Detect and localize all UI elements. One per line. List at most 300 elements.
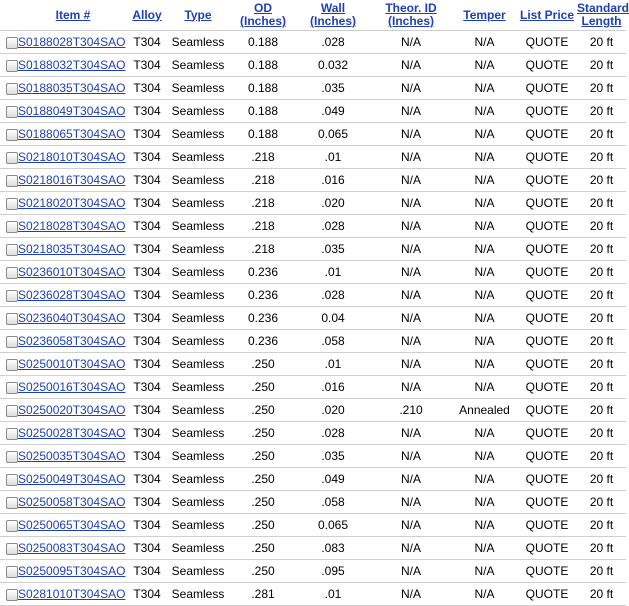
standard-length-cell: 20 ft xyxy=(577,31,626,54)
select-cell xyxy=(0,376,18,399)
table-row xyxy=(0,238,626,261)
table-row xyxy=(0,307,626,330)
standard-length-cell: 20 ft xyxy=(577,169,626,192)
alloy-header[interactable]: Alloy xyxy=(128,0,166,31)
list-price-cell: QUOTE xyxy=(517,123,577,146)
alloy-cell: T304 xyxy=(128,146,166,169)
temper-cell: N/A xyxy=(452,514,517,537)
od-cell: .250 xyxy=(230,445,296,468)
wall-cell: .020 xyxy=(296,399,370,422)
standard-length-cell: 20 ft xyxy=(577,537,626,560)
item-link[interactable]: S0218020T304SAO xyxy=(18,196,126,210)
standard-length-cell: 20 ft xyxy=(577,468,626,491)
select-header xyxy=(0,0,18,31)
select-cell xyxy=(0,31,18,54)
temper-cell: N/A xyxy=(452,192,517,215)
theor-id-header[interactable]: Theor. ID (Inches) xyxy=(370,0,452,31)
temper-cell: N/A xyxy=(452,146,517,169)
item-cell xyxy=(18,399,128,422)
standard-length-cell: 20 ft xyxy=(577,307,626,330)
item-link[interactable]: S0250049T304SAO xyxy=(18,472,126,486)
od-cell: .250 xyxy=(230,468,296,491)
row-checkbox[interactable] xyxy=(6,175,18,187)
item-cell xyxy=(18,583,128,606)
type-cell: Seamless xyxy=(166,537,230,560)
item-link[interactable]: S0188032T304SAO xyxy=(18,58,126,72)
list-price-cell: QUOTE xyxy=(517,169,577,192)
select-cell xyxy=(0,100,18,123)
item-link[interactable]: S0188028T304SAO xyxy=(18,35,126,49)
alloy-cell: T304 xyxy=(128,560,166,583)
item-cell xyxy=(18,146,128,169)
od-cell: .250 xyxy=(230,399,296,422)
item-cell xyxy=(18,100,128,123)
alloy-cell: T304 xyxy=(128,77,166,100)
theor-id-cell: N/A xyxy=(370,422,452,445)
list-price-cell: QUOTE xyxy=(517,468,577,491)
list-price-cell: QUOTE xyxy=(517,422,577,445)
item-link[interactable]: S0188065T304SAO xyxy=(18,127,126,141)
item-link[interactable]: S0250020T304SAO xyxy=(18,403,126,417)
row-checkbox[interactable] xyxy=(6,382,18,394)
item-cell xyxy=(18,376,128,399)
theor-id-cell: N/A xyxy=(370,583,452,606)
item-cell xyxy=(18,537,128,560)
type-cell: Seamless xyxy=(166,169,230,192)
temper-cell: Annealed xyxy=(452,399,517,422)
alloy-cell: T304 xyxy=(128,307,166,330)
type-cell: Seamless xyxy=(166,445,230,468)
type-cell: Seamless xyxy=(166,468,230,491)
od-cell: .250 xyxy=(230,376,296,399)
wall-cell: .028 xyxy=(296,284,370,307)
row-checkbox[interactable] xyxy=(6,520,18,532)
table-row xyxy=(0,77,626,100)
alloy-cell: T304 xyxy=(128,376,166,399)
row-checkbox[interactable] xyxy=(6,405,18,417)
wall-cell: .058 xyxy=(296,330,370,353)
item-link[interactable]: S0250016T304SAO xyxy=(18,380,126,394)
od-cell: 0.236 xyxy=(230,307,296,330)
select-cell xyxy=(0,491,18,514)
wall-cell: .01 xyxy=(296,146,370,169)
alloy-cell: T304 xyxy=(128,192,166,215)
od-cell: .281 xyxy=(230,583,296,606)
alloy-cell: T304 xyxy=(128,468,166,491)
standard-length-cell: 20 ft xyxy=(577,215,626,238)
type-cell: Seamless xyxy=(166,353,230,376)
theor-id-cell: N/A xyxy=(370,330,452,353)
wall-cell: .01 xyxy=(296,261,370,284)
table-row xyxy=(0,215,626,238)
type-cell: Seamless xyxy=(166,123,230,146)
theor-id-cell: N/A xyxy=(370,215,452,238)
standard-length-cell: 20 ft xyxy=(577,422,626,445)
type-cell: Seamless xyxy=(166,31,230,54)
row-checkbox[interactable] xyxy=(6,428,18,440)
alloy-cell: T304 xyxy=(128,399,166,422)
od-cell: .218 xyxy=(230,169,296,192)
item-cell xyxy=(18,169,128,192)
select-cell xyxy=(0,468,18,491)
temper-cell: N/A xyxy=(452,583,517,606)
item-link[interactable]: S0218035T304SAO xyxy=(18,242,126,256)
table-row xyxy=(0,468,626,491)
od-cell: .250 xyxy=(230,491,296,514)
select-cell xyxy=(0,146,18,169)
table-row xyxy=(0,445,626,468)
theor-id-cell: N/A xyxy=(370,192,452,215)
row-checkbox[interactable] xyxy=(6,474,18,486)
theor-id-cell: N/A xyxy=(370,376,452,399)
standard-length-cell: 20 ft xyxy=(577,399,626,422)
row-checkbox[interactable] xyxy=(6,313,18,325)
list-price-cell: QUOTE xyxy=(517,445,577,468)
select-cell xyxy=(0,583,18,606)
list-price-cell: QUOTE xyxy=(517,583,577,606)
theor-id-cell: N/A xyxy=(370,445,452,468)
table-row xyxy=(0,123,626,146)
item-cell xyxy=(18,445,128,468)
list-price-cell: QUOTE xyxy=(517,307,577,330)
list-price-cell: QUOTE xyxy=(517,261,577,284)
theor-id-cell: N/A xyxy=(370,284,452,307)
wall-cell: 0.032 xyxy=(296,54,370,77)
temper-cell: N/A xyxy=(452,376,517,399)
alloy-cell: T304 xyxy=(128,445,166,468)
od-cell: .218 xyxy=(230,238,296,261)
type-cell: Seamless xyxy=(166,422,230,445)
table-row xyxy=(0,514,626,537)
type-header[interactable]: Type xyxy=(166,0,230,31)
theor-id-cell: N/A xyxy=(370,468,452,491)
temper-header[interactable]: Temper xyxy=(452,0,517,31)
header-row xyxy=(0,0,626,31)
theor-id-cell: N/A xyxy=(370,353,452,376)
wall-cell: .020 xyxy=(296,192,370,215)
theor-id-cell: N/A xyxy=(370,238,452,261)
select-cell xyxy=(0,330,18,353)
theor-id-cell: N/A xyxy=(370,514,452,537)
alloy-cell: T304 xyxy=(128,284,166,307)
list-price-header[interactable]: List Price xyxy=(517,0,577,31)
standard-length-cell: 20 ft xyxy=(577,123,626,146)
select-cell xyxy=(0,54,18,77)
type-cell: Seamless xyxy=(166,330,230,353)
select-cell xyxy=(0,353,18,376)
wall-cell: .01 xyxy=(296,583,370,606)
wall-cell: .095 xyxy=(296,560,370,583)
table-row xyxy=(0,376,626,399)
od-header[interactable]: OD (Inches) xyxy=(230,0,296,31)
od-cell: 0.236 xyxy=(230,261,296,284)
item-cell xyxy=(18,238,128,261)
row-checkbox[interactable] xyxy=(6,497,18,509)
row-checkbox[interactable] xyxy=(6,336,18,348)
row-checkbox[interactable] xyxy=(6,451,18,463)
item-link[interactable]: S0250065T304SAO xyxy=(18,518,126,532)
standard-length-cell: 20 ft xyxy=(577,238,626,261)
type-cell: Seamless xyxy=(166,514,230,537)
standard-length-header[interactable]: Standard Length xyxy=(577,0,626,31)
select-cell xyxy=(0,261,18,284)
temper-cell: N/A xyxy=(452,468,517,491)
table-row xyxy=(0,537,626,560)
alloy-cell: T304 xyxy=(128,422,166,445)
table-row xyxy=(0,100,626,123)
od-cell: 0.188 xyxy=(230,100,296,123)
row-checkbox[interactable] xyxy=(6,221,18,233)
item-cell xyxy=(18,307,128,330)
type-cell: Seamless xyxy=(166,560,230,583)
table-row xyxy=(0,54,626,77)
od-cell: 0.236 xyxy=(230,284,296,307)
item-cell xyxy=(18,54,128,77)
od-cell: 0.188 xyxy=(230,123,296,146)
list-price-cell: QUOTE xyxy=(517,353,577,376)
od-cell: .250 xyxy=(230,514,296,537)
item-link[interactable]: S0250010T304SAO xyxy=(18,357,126,371)
item-header[interactable]: Item # xyxy=(18,0,128,31)
temper-cell: N/A xyxy=(452,54,517,77)
temper-cell: N/A xyxy=(452,560,517,583)
table-row xyxy=(0,560,626,583)
list-price-cell: QUOTE xyxy=(517,238,577,261)
table-row xyxy=(0,146,626,169)
od-cell: 0.188 xyxy=(230,77,296,100)
item-cell xyxy=(18,261,128,284)
wall-cell: .049 xyxy=(296,468,370,491)
item-cell xyxy=(18,284,128,307)
alloy-cell: T304 xyxy=(128,353,166,376)
row-checkbox[interactable] xyxy=(6,359,18,371)
type-cell: Seamless xyxy=(166,54,230,77)
temper-cell: N/A xyxy=(452,215,517,238)
od-cell: .250 xyxy=(230,422,296,445)
item-link[interactable]: S0250083T304SAO xyxy=(18,541,126,555)
item-cell xyxy=(18,31,128,54)
od-cell: .218 xyxy=(230,192,296,215)
row-checkbox[interactable] xyxy=(6,589,18,601)
wall-cell: .049 xyxy=(296,100,370,123)
temper-cell: N/A xyxy=(452,123,517,146)
wall-cell: .016 xyxy=(296,376,370,399)
od-cell: 0.236 xyxy=(230,330,296,353)
wall-cell: .058 xyxy=(296,491,370,514)
select-cell xyxy=(0,445,18,468)
table-row xyxy=(0,353,626,376)
wall-cell: .028 xyxy=(296,31,370,54)
item-link[interactable]: S0188035T304SAO xyxy=(18,81,126,95)
list-price-cell: QUOTE xyxy=(517,491,577,514)
item-cell xyxy=(18,77,128,100)
item-cell xyxy=(18,192,128,215)
theor-id-cell: N/A xyxy=(370,560,452,583)
od-cell: 0.188 xyxy=(230,54,296,77)
theor-id-cell: N/A xyxy=(370,537,452,560)
wall-cell: .01 xyxy=(296,353,370,376)
item-cell xyxy=(18,123,128,146)
standard-length-cell: 20 ft xyxy=(577,491,626,514)
row-checkbox[interactable] xyxy=(6,244,18,256)
row-checkbox[interactable] xyxy=(6,83,18,95)
row-checkbox[interactable] xyxy=(6,106,18,118)
temper-cell: N/A xyxy=(452,491,517,514)
standard-length-cell: 20 ft xyxy=(577,514,626,537)
temper-cell: N/A xyxy=(452,261,517,284)
item-link[interactable]: S0218010T304SAO xyxy=(18,150,126,164)
standard-length-cell: 20 ft xyxy=(577,261,626,284)
item-link[interactable]: S0236010T304SAO xyxy=(18,265,126,279)
wall-cell: .035 xyxy=(296,445,370,468)
od-cell: 0.188 xyxy=(230,31,296,54)
list-price-cell: QUOTE xyxy=(517,284,577,307)
table-row xyxy=(0,284,626,307)
item-link[interactable]: S0250028T304SAO xyxy=(18,426,126,440)
wall-cell: .035 xyxy=(296,238,370,261)
od-cell: .250 xyxy=(230,353,296,376)
temper-cell: N/A xyxy=(452,169,517,192)
table-row xyxy=(0,261,626,284)
alloy-cell: T304 xyxy=(128,123,166,146)
list-price-cell: QUOTE xyxy=(517,192,577,215)
select-cell xyxy=(0,307,18,330)
item-cell xyxy=(18,468,128,491)
type-cell: Seamless xyxy=(166,491,230,514)
wall-cell: 0.065 xyxy=(296,123,370,146)
standard-length-cell: 20 ft xyxy=(577,353,626,376)
wall-cell: .035 xyxy=(296,77,370,100)
item-link[interactable]: S0236040T304SAO xyxy=(18,311,126,325)
theor-id-cell: N/A xyxy=(370,123,452,146)
theor-id-cell: N/A xyxy=(370,100,452,123)
list-price-cell: QUOTE xyxy=(517,537,577,560)
temper-cell: N/A xyxy=(452,353,517,376)
alloy-cell: T304 xyxy=(128,100,166,123)
standard-length-cell: 20 ft xyxy=(577,77,626,100)
item-link[interactable]: S0250035T304SAO xyxy=(18,449,126,463)
type-cell: Seamless xyxy=(166,307,230,330)
alloy-cell: T304 xyxy=(128,54,166,77)
temper-cell: N/A xyxy=(452,284,517,307)
wall-cell: 0.065 xyxy=(296,514,370,537)
standard-length-cell: 20 ft xyxy=(577,583,626,606)
row-checkbox[interactable] xyxy=(6,198,18,210)
item-cell xyxy=(18,560,128,583)
alloy-cell: T304 xyxy=(128,537,166,560)
row-checkbox[interactable] xyxy=(6,60,18,72)
type-cell: Seamless xyxy=(166,215,230,238)
temper-cell: N/A xyxy=(452,307,517,330)
temper-cell: N/A xyxy=(452,330,517,353)
row-checkbox[interactable] xyxy=(6,152,18,164)
od-cell: .250 xyxy=(230,537,296,560)
type-cell: Seamless xyxy=(166,399,230,422)
item-link[interactable]: S0236028T304SAO xyxy=(18,288,126,302)
alloy-cell: T304 xyxy=(128,238,166,261)
item-link[interactable]: S0236058T304SAO xyxy=(18,334,126,348)
row-checkbox[interactable] xyxy=(6,543,18,555)
select-cell xyxy=(0,123,18,146)
item-link[interactable]: S0250058T304SAO xyxy=(18,495,126,509)
alloy-cell: T304 xyxy=(128,491,166,514)
alloy-cell: T304 xyxy=(128,514,166,537)
standard-length-cell: 20 ft xyxy=(577,330,626,353)
theor-id-cell: N/A xyxy=(370,307,452,330)
wall-header[interactable]: Wall (Inches) xyxy=(296,0,370,31)
select-cell xyxy=(0,77,18,100)
row-checkbox[interactable] xyxy=(6,566,18,578)
type-cell: Seamless xyxy=(166,284,230,307)
item-cell xyxy=(18,422,128,445)
wall-cell: .083 xyxy=(296,537,370,560)
standard-length-cell: 20 ft xyxy=(577,146,626,169)
type-cell: Seamless xyxy=(166,583,230,606)
temper-cell: N/A xyxy=(452,422,517,445)
item-link[interactable]: S0218016T304SAO xyxy=(18,173,126,187)
table-row xyxy=(0,491,626,514)
standard-length-cell: 20 ft xyxy=(577,376,626,399)
alloy-cell: T304 xyxy=(128,215,166,238)
item-cell xyxy=(18,491,128,514)
standard-length-cell: 20 ft xyxy=(577,284,626,307)
type-cell: Seamless xyxy=(166,238,230,261)
list-price-cell: QUOTE xyxy=(517,146,577,169)
theor-id-cell: .210 xyxy=(370,399,452,422)
type-cell: Seamless xyxy=(166,376,230,399)
row-checkbox[interactable] xyxy=(6,129,18,141)
type-cell: Seamless xyxy=(166,77,230,100)
row-checkbox[interactable] xyxy=(6,267,18,279)
theor-id-cell: N/A xyxy=(370,31,452,54)
row-checkbox[interactable] xyxy=(6,37,18,49)
select-cell xyxy=(0,422,18,445)
list-price-cell: QUOTE xyxy=(517,514,577,537)
temper-cell: N/A xyxy=(452,77,517,100)
list-price-cell: QUOTE xyxy=(517,399,577,422)
select-cell xyxy=(0,560,18,583)
row-checkbox[interactable] xyxy=(6,290,18,302)
item-link[interactable]: S0218028T304SAO xyxy=(18,219,126,233)
select-cell xyxy=(0,284,18,307)
select-cell xyxy=(0,169,18,192)
item-link[interactable]: S0281010T304SAO xyxy=(18,587,126,601)
type-cell: Seamless xyxy=(166,100,230,123)
table-row xyxy=(0,31,626,54)
table-row xyxy=(0,399,626,422)
theor-id-cell: N/A xyxy=(370,169,452,192)
standard-length-cell: 20 ft xyxy=(577,54,626,77)
table-row xyxy=(0,330,626,353)
select-cell xyxy=(0,537,18,560)
theor-id-cell: N/A xyxy=(370,491,452,514)
alloy-cell: T304 xyxy=(128,261,166,284)
list-price-cell: QUOTE xyxy=(517,215,577,238)
select-cell xyxy=(0,399,18,422)
theor-id-cell: N/A xyxy=(370,146,452,169)
type-cell: Seamless xyxy=(166,146,230,169)
table-row xyxy=(0,583,626,606)
wall-cell: 0.04 xyxy=(296,307,370,330)
temper-cell: N/A xyxy=(452,537,517,560)
item-link[interactable]: S0188049T304SAO xyxy=(18,104,126,118)
standard-length-cell: 20 ft xyxy=(577,560,626,583)
type-cell: Seamless xyxy=(166,192,230,215)
list-price-cell: QUOTE xyxy=(517,100,577,123)
list-price-cell: QUOTE xyxy=(517,376,577,399)
od-cell: .250 xyxy=(230,560,296,583)
item-link[interactable]: S0250095T304SAO xyxy=(18,564,126,578)
